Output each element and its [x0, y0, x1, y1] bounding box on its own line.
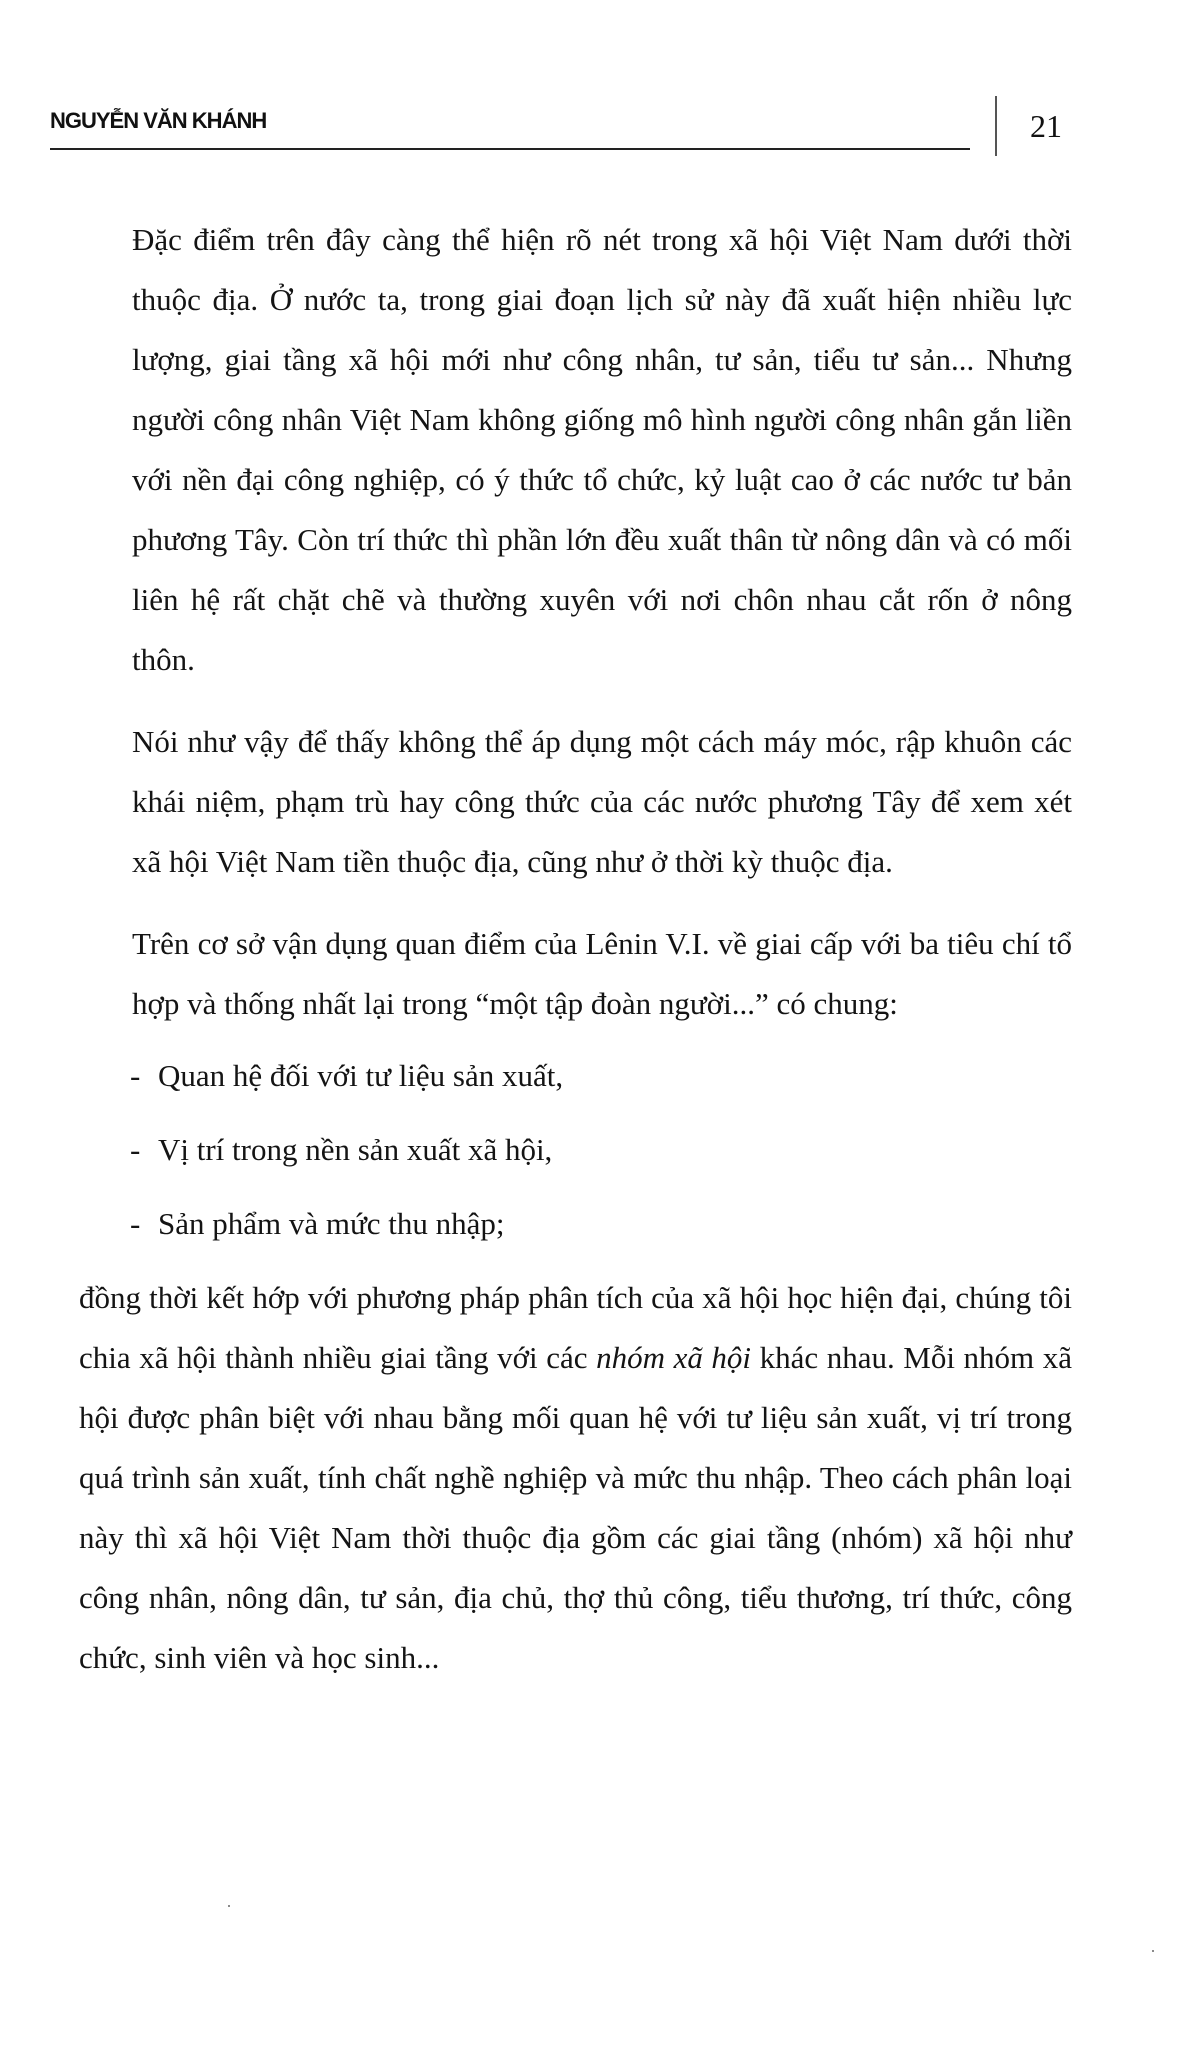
- emphasis-social-groups: nhóm xã hội: [596, 1340, 752, 1375]
- list-item: [130, 1120, 1072, 1180]
- paragraph-4-text-end: khác nhau. Mỗi nhóm xã hội được phân biệt với nhau bằng mối quan hệ với tư liệu sản xuất, vị trí trong quá trình sản xuất, tính chất nghề nghiệp và mức thu nhập. Theo cách phân loại này thì xã hội Việt Nam thời thuộc địa gồm các giai tầng (nhóm) xã hội như công nhân, nông dân, tư sản, địa chủ, thợ thủ công, tiểu thương, trí thức, công chức, sinh viên và học sinh...: [79, 1340, 1073, 1675]
- paragraph-2: Nói như vậy để thấy không thể áp dụng một cách máy móc, rập khuôn các khái niệm, phạm trù hay công thức của các nước phương Tây để xem xét xã hội Việt Nam tiền thuộc địa, cũng như ở thời kỳ thuộc địa.: [132, 724, 1072, 879]
- list-item-text: Quan hệ đối với tư liệu sản xuất,: [158, 1058, 564, 1093]
- list-item: [130, 1046, 1072, 1106]
- list-bullet: -: [130, 1132, 141, 1167]
- running-head-author: NGUYỄN VĂN KHÁNH: [50, 108, 267, 133]
- paragraph-4: [79, 1268, 1072, 1688]
- header-rule: [50, 148, 970, 150]
- header-divider: [995, 96, 997, 156]
- list-item-text: Sản phẩm và mức thu nhập;: [158, 1206, 505, 1241]
- list-bullet: -: [130, 1058, 141, 1093]
- paper-speck: [228, 1905, 230, 1907]
- body-text: [79, 210, 1073, 1688]
- list-bullet: -: [130, 1206, 141, 1241]
- page-number: 21: [1030, 108, 1062, 144]
- criteria-list: [130, 1046, 1072, 1254]
- list-item-text: Vị trí trong nền sản xuất xã hội,: [158, 1132, 553, 1167]
- paragraph-1: Đặc điểm trên đây càng thể hiện rõ nét trong xã hội Việt Nam dưới thời thuộc địa. Ở nước ta, trong giai đoạn lịch sử này đã xuất hiện nhiều lực lượng, giai tầng xã hội mới như công nhân, tư sản, tiểu tư sản... Nhưng người công nhân Việt Nam không giống mô hình người công nhân gắn liền với nền đại công nghiệp, có ý thức tổ chức, kỷ luật cao ở các nước tư bản phương Tây. Còn trí thức thì phần lớn đều xuất thân từ nông dân và có mối liên hệ rất chặt chẽ và thường xuyên với nơi chôn nhau cắt rốn ở nông thôn.: [132, 222, 1072, 677]
- list-item: [130, 1194, 1072, 1254]
- paragraph-3: Trên cơ sở vận dụng quan điểm của Lênin V.I. về giai cấp với ba tiêu chí tổ hợp và thống nhất lại trong “một tập đoàn người...” có chung:: [132, 926, 1072, 1021]
- paragraph-4-text-start: đồng thời kết hớp với phương pháp phân tích của xã hội học hiện đại, chúng tôi chia xã hội thành nhiều giai tầng với các: [79, 1280, 1072, 1375]
- paper-speck: [1152, 1950, 1154, 1952]
